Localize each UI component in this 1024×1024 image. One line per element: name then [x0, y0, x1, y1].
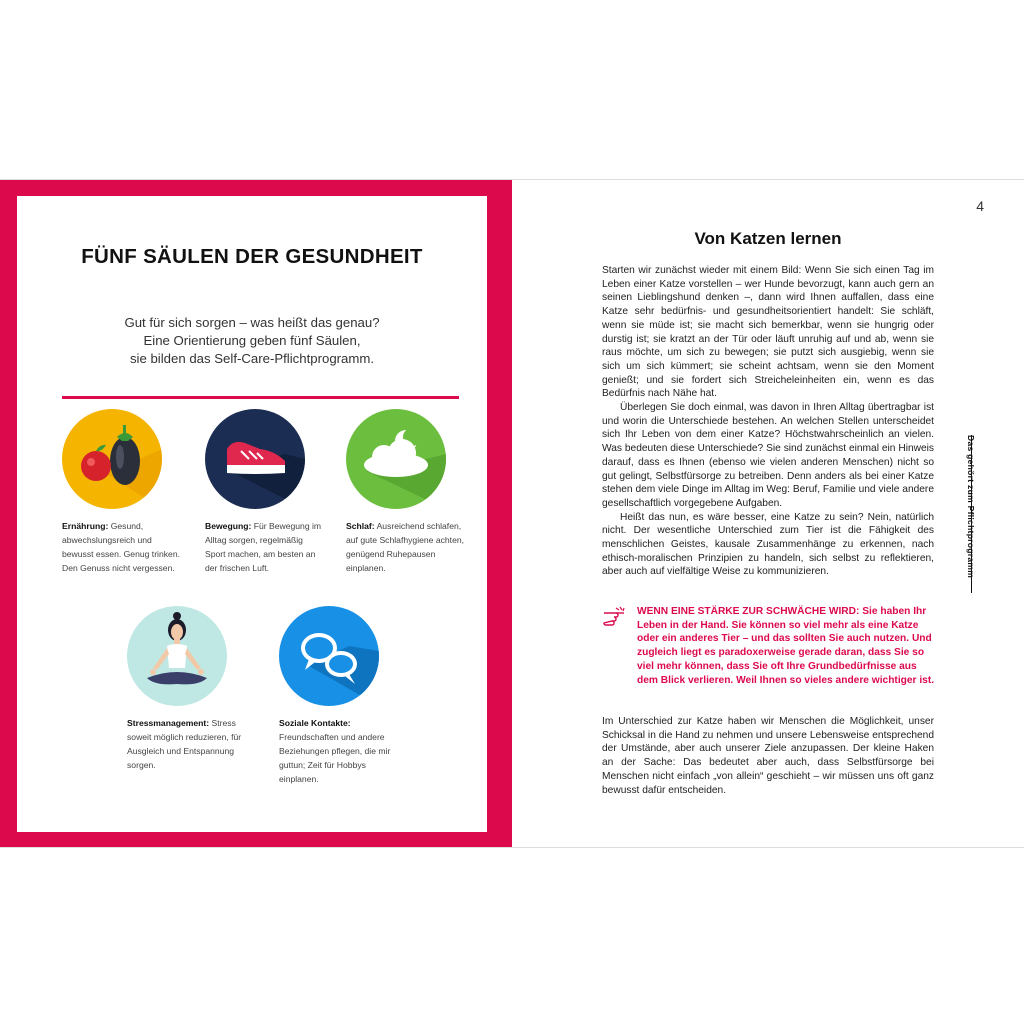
closing-paragraph: Im Unterschied zur Katze haben wir Menschen die Möglichkeit, unser Schicksal in die Hand zu nehmen und unsere Lebensweise entsprechend der Umstände, aber auch unserer Ziele anzupassen. Der kleine Haken an der Sache: Das bedeutet aber auch, dass Selbstfürsorge bei Menschen nicht einfach „von allein“ geschieht – wir müssen uns oft ganz bewusst dafür entscheiden. [602, 716, 934, 796]
pillar-description: Schlaf: Ausreichend schlafen, auf gute Schlafhygiene achten, genügend Ruhepausen einplanen. [346, 521, 465, 573]
right-page [512, 180, 1024, 847]
pillar-sleep [346, 409, 464, 575]
apple-eggplant-icon [62, 409, 162, 509]
pillar-stress-management [127, 606, 242, 772]
body-text [602, 264, 934, 579]
page-title: FÜNF SÄULEN DER GESUNDHEIT [81, 245, 423, 268]
sneaker-icon [205, 409, 305, 509]
book-spread [0, 179, 1024, 848]
left-page [0, 180, 512, 847]
subtitle-line: Eine Orientierung geben fünf Säulen, [143, 333, 361, 348]
pillar-description: Soziale Kontakte: Freundschaften und andere Beziehungen pflegen, die mir guttun; Zeit für Hobbys einplanen. [279, 718, 391, 784]
subtitle [17, 314, 487, 368]
paragraph: Überlegen Sie doch einmal, was davon in Ihren Alltag übertragbar ist und worin die Unterschiede bestehen. An welchen Stellen unterscheidet sich Ihr Leben von dem einer Katze? Höchstwahrscheinlich an vielen. Was bedeuten diese Unterschiede? Sie sind zunächst einmal ein Hinweis darauf, dass es Ihnen (ebenso wie vielen anderen Menschen) nicht so gut gelingt, Selbstfürsorge zu betreiben. Denn anders als bei einer Katze stehen dem viele Dinge im Alltag im Weg: Beruf, Familie und viele andere gesellschaftlich vorgegebene Aufgaben. [602, 402, 934, 509]
page-number: 4 [976, 198, 984, 214]
pillar-description: Stressmanagement: Stress soweit möglich reduzieren, für Ausgleich und Entspannung sorgen. [127, 718, 242, 770]
paragraph: Starten wir zunächst wieder mit einem Bild: Wenn Sie sich einen Tag im Leben einer Katze vorstellen – wer Hunde bevorzugt, kann auch gern an seinen Lieblingshund denken –, dann wird Ihnen auffallen, dass eine Katze sehr bedürfnis- und gesundheitsorientiert handelt: Sie schläft, wenn sie müde ist; sie macht sich bemerkbar, wenn sie hungrig oder durstig ist; sie kratzt an der Tür oder läuft unruhig auf und ab, wenn sie raus möchte, um sich zu bewegen; sie putzt sich ausgiebig, wenn sie sich um sich kümmert; sie scheint achtsam, wenn sie den Moment genießt; und sie fordert sich Streicheleinheiten ein, wenn es das Bedürfnis nach Nähe hat. [602, 265, 934, 400]
pillar-social-contacts [279, 606, 397, 786]
pillar-exercise [205, 409, 323, 575]
pointing-hand-icon [602, 605, 626, 627]
pillar-description: Ernährung: Gesund, abwechslungsreich und bewusst essen. Genug trinken. Den Genuss nicht vergessen. [62, 521, 180, 573]
highlight-text: WENN EINE STÄRKE ZUR SCHWÄCHE WIRD: Sie haben Ihr Leben in der Hand. Sie können so viel mehr als eine Katze oder ein anderes Tier – und das sollten Sie auch nutzen. Und zugleich liegt es paradoxerweise gerade daran, dass Sie so viel mehr können, dass Sie oft Ihre Grundbedürfnisse aus dem Blick verlieren. Weil Ihnen so vieles andere wichtiger ist. [637, 606, 935, 686]
pillar-description: Bewegung: Für Bewegung im Alltag sorgen, regelmäßig Sport machen, am besten an der frischen Luft. [205, 521, 322, 573]
side-tab-label: Das gehört zum Pflichtprogramm [966, 435, 976, 579]
subtitle-line: sie bilden das Self-Care-Pflichtprogramm. [129, 351, 375, 366]
paragraph: Heißt das nun, es wäre besser, eine Katze zu sein? Nein, natürlich nicht. Der wesentliche Unterschied zum Tier ist die Fähigkeit des menschlichen Geistes, kausale Zusammenhänge zu erkennen, nach ethisch-moralischen Prinzipien zu handeln, sich selbst zu reflektieren, aber auch auf vielfältige Weise zu kommunizieren. [602, 511, 934, 578]
divider [62, 396, 459, 399]
meditation-icon [127, 606, 227, 706]
side-tab [966, 435, 984, 593]
speech-bubbles-icon [279, 606, 379, 706]
cloud-moon-icon [346, 409, 446, 509]
left-page-content [17, 196, 487, 832]
section-title: Von Katzen lernen [694, 229, 842, 248]
pillar-nutrition [62, 409, 180, 575]
subtitle-line: Gut für sich sorgen – was heißt das genau? [124, 315, 380, 330]
